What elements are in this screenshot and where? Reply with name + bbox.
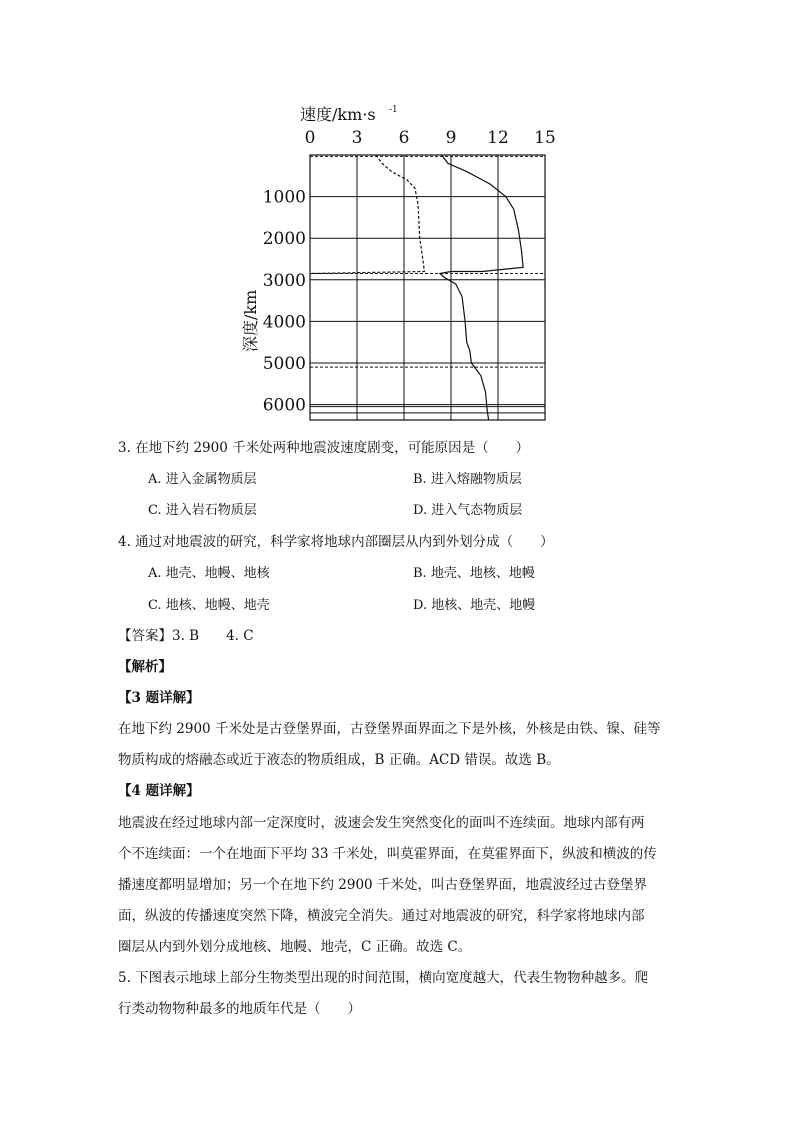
q4-option-d: D. 地核、地壳、地幔 bbox=[413, 598, 536, 613]
q3-detail-label: 【3 题详解】 bbox=[118, 690, 200, 706]
x-tick-label: 15 bbox=[534, 128, 556, 148]
q3-detail-line-1: 在地下约 2900 千米处是古登堡界面，古登堡界面界面之下是外核，外核是由铁、镍、硅等 bbox=[118, 721, 661, 737]
q4-option-b: B. 地壳、地核、地幔 bbox=[413, 566, 535, 581]
x-tick-label: 3 bbox=[351, 128, 363, 148]
analysis-label: 【解析】 bbox=[118, 659, 172, 675]
q3-option-c: C. 进入岩石物质层 bbox=[148, 503, 257, 518]
q4-stem: 4. 通过对地震波的研究，科学家将地球内部圈层从内到外划分成（ ） bbox=[118, 534, 554, 550]
q3-option-b: B. 进入熔融物质层 bbox=[413, 472, 522, 487]
y-tick-label: 5000 bbox=[262, 353, 306, 374]
series-solid-line bbox=[440, 155, 523, 420]
q4-detail-line-4: 面，纵波的传播速度突然下降，横波完全消失。通过对地震波的研究，科学家将地球内部 bbox=[118, 908, 645, 924]
q5-stem-line-1: 5. 下图表示地球上部分生物类型出现的时间范围，横向宽度越大，代表生物物种越多。爬 bbox=[118, 970, 649, 986]
q3-stem: 3. 在地下约 2900 千米处两种地震波速度剧变，可能原因是（ ） bbox=[118, 440, 530, 456]
x-tick-label: 6 bbox=[398, 128, 410, 148]
q4-detail-line-3: 播速度都明显增加；另一个在地下约 2900 千米处，叫古登堡界面，地震波经过古登堡界 bbox=[118, 877, 647, 893]
x-axis-label: 速度/km·s bbox=[300, 105, 376, 124]
x-tick-label: 9 bbox=[445, 128, 457, 148]
q4-detail-line-1: 地震波在经过地球内部一定深度时，波速会发生突然变化的面叫不连续面。地球内部有两 bbox=[118, 815, 645, 831]
chart-series bbox=[310, 155, 523, 420]
q4-detail-line-2: 个不连续面：一个在地面下平均 33 千米处，叫莫霍界面，在莫霍界面下，纵波和横波的传 bbox=[118, 846, 657, 862]
q4-detail-label: 【4 题详解】 bbox=[118, 783, 200, 799]
series-dashed-line bbox=[310, 155, 424, 274]
q4-option-c: C. 地核、地幔、地壳 bbox=[148, 598, 270, 613]
y-tick-label: 1000 bbox=[262, 187, 306, 208]
chart-svg bbox=[230, 100, 560, 430]
seismic-wave-chart bbox=[230, 100, 560, 430]
x-axis-label-sup: -1 bbox=[389, 105, 398, 115]
q5-stem-line-2: 行类动物物种最多的地质年代是（ ） bbox=[118, 1001, 361, 1017]
q3-option-d: D. 进入气态物质层 bbox=[413, 503, 523, 518]
q3-detail-line-2: 物质构成的熔融态或近于液态的物质组成，B 正确。ACD 错误。故选 B。 bbox=[118, 752, 560, 768]
y-axis-label: 深度/km bbox=[241, 289, 260, 352]
y-tick-label: 3000 bbox=[262, 270, 306, 291]
q3-option-a: A. 进入金属物质层 bbox=[148, 472, 257, 487]
y-tick-label: 6000 bbox=[262, 395, 306, 416]
chart-grid bbox=[310, 155, 545, 420]
answer-line: 【答案】3. B 4. C bbox=[118, 628, 254, 644]
boundary-lines bbox=[310, 156, 545, 413]
y-tick-label: 2000 bbox=[262, 229, 306, 250]
x-tick-label: 12 bbox=[487, 128, 509, 148]
x-tick-labels bbox=[305, 128, 556, 148]
q4-detail-line-5: 圈层从内到外划分成地核、地幔、地壳，C 正确。故选 C。 bbox=[118, 939, 472, 955]
x-tick-label: 0 bbox=[304, 128, 316, 148]
plot-frame bbox=[310, 155, 545, 420]
y-tick-labels bbox=[263, 188, 306, 416]
q4-option-a: A. 地壳、地幔、地核 bbox=[148, 566, 270, 581]
y-tick-label: 4000 bbox=[262, 312, 306, 333]
